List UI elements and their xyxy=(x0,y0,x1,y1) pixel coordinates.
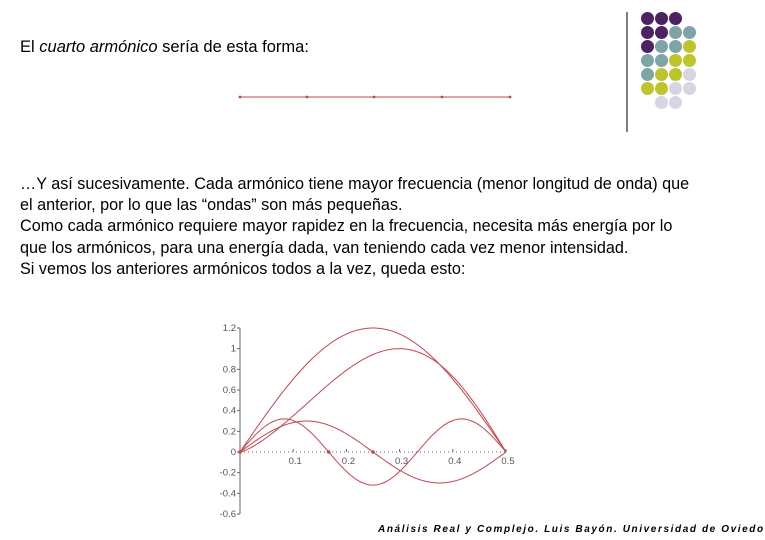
decorative-dot xyxy=(641,82,654,95)
decorative-dot xyxy=(655,82,668,95)
x-tick-label: 0.5 xyxy=(501,456,515,467)
harmonic-node xyxy=(373,96,376,99)
decorative-dot xyxy=(669,12,682,25)
decorative-dot xyxy=(641,68,654,81)
y-tick-label: 0.2 xyxy=(222,426,236,438)
y-tick-label: 0.8 xyxy=(222,364,236,376)
body-text xyxy=(20,174,700,280)
decorative-dot xyxy=(655,40,668,53)
decorative-dot xyxy=(683,54,696,67)
decorative-dot xyxy=(669,82,682,95)
decorative-dot xyxy=(641,54,654,67)
series-line-2 xyxy=(240,349,506,452)
decorative-dot xyxy=(641,40,654,53)
decorative-dot xyxy=(669,40,682,53)
decorative-dot xyxy=(655,26,668,39)
paragraph-energy: Como cada armónico requiere mayor rapidez en la frecuencia, necesita más energía por lo que los armónicos, para una energía dada, van teniendo cada vez menor intensidad. xyxy=(20,217,673,257)
x-tick-label: 0.3 xyxy=(394,456,409,467)
heading-prefix: El xyxy=(20,38,40,56)
x-tick-label: 0.1 xyxy=(288,456,302,467)
axis-node xyxy=(327,450,331,454)
decorative-dot xyxy=(683,68,696,81)
decorative-dot xyxy=(655,96,668,109)
decorative-dot xyxy=(641,26,654,39)
y-tick-label: 1.2 xyxy=(222,323,236,334)
heading-emphasis: cuarto armónico xyxy=(39,38,158,56)
harmonics-chart xyxy=(214,318,514,524)
harmonic-node xyxy=(306,96,309,99)
y-tick-label: 0.6 xyxy=(222,385,236,396)
heading-suffix: sería de esta forma: xyxy=(157,38,309,56)
x-tick-label: 0.4 xyxy=(448,456,462,467)
footer-credit: Análisis Real y Complejo. Luis Bayón. Universidad de Oviedo xyxy=(378,524,765,535)
paragraph-intro: …Y así sucesivamente. Cada armónico tiene mayor frecuencia (menor longitud de onda) que el anterior, por lo que las “ondas” son más pequeñas. xyxy=(20,175,690,215)
harmonic-node xyxy=(239,96,242,99)
harmonic-node xyxy=(509,96,512,99)
axis-node xyxy=(371,450,375,454)
y-tick-label: -0.4 xyxy=(219,488,236,500)
decorative-dot xyxy=(683,40,696,53)
x-tick-label: 0.2 xyxy=(341,456,356,467)
decorative-dot xyxy=(669,68,682,81)
decorative-dot xyxy=(683,82,696,95)
decorative-dot xyxy=(655,68,668,81)
harmonic-node xyxy=(441,96,444,99)
decorative-dot xyxy=(655,12,668,25)
y-tick-label: -0.6 xyxy=(219,509,236,520)
y-tick-label: 0 xyxy=(230,447,236,458)
decorative-dot xyxy=(683,26,696,39)
y-tick-label: -0.2 xyxy=(219,467,236,479)
axis-node xyxy=(238,450,242,454)
decorative-dot xyxy=(669,54,682,67)
decorative-dot xyxy=(655,54,668,67)
series-line-1 xyxy=(240,328,506,452)
y-tick-label: 0.4 xyxy=(222,405,236,417)
decorative-dot xyxy=(669,96,682,109)
paragraph-combined: Si vemos los anteriores armónicos todos a la vez, queda esto: xyxy=(20,259,466,278)
decorative-dot xyxy=(641,12,654,25)
y-tick-label: 1 xyxy=(230,343,236,355)
decorative-dot xyxy=(669,26,682,39)
